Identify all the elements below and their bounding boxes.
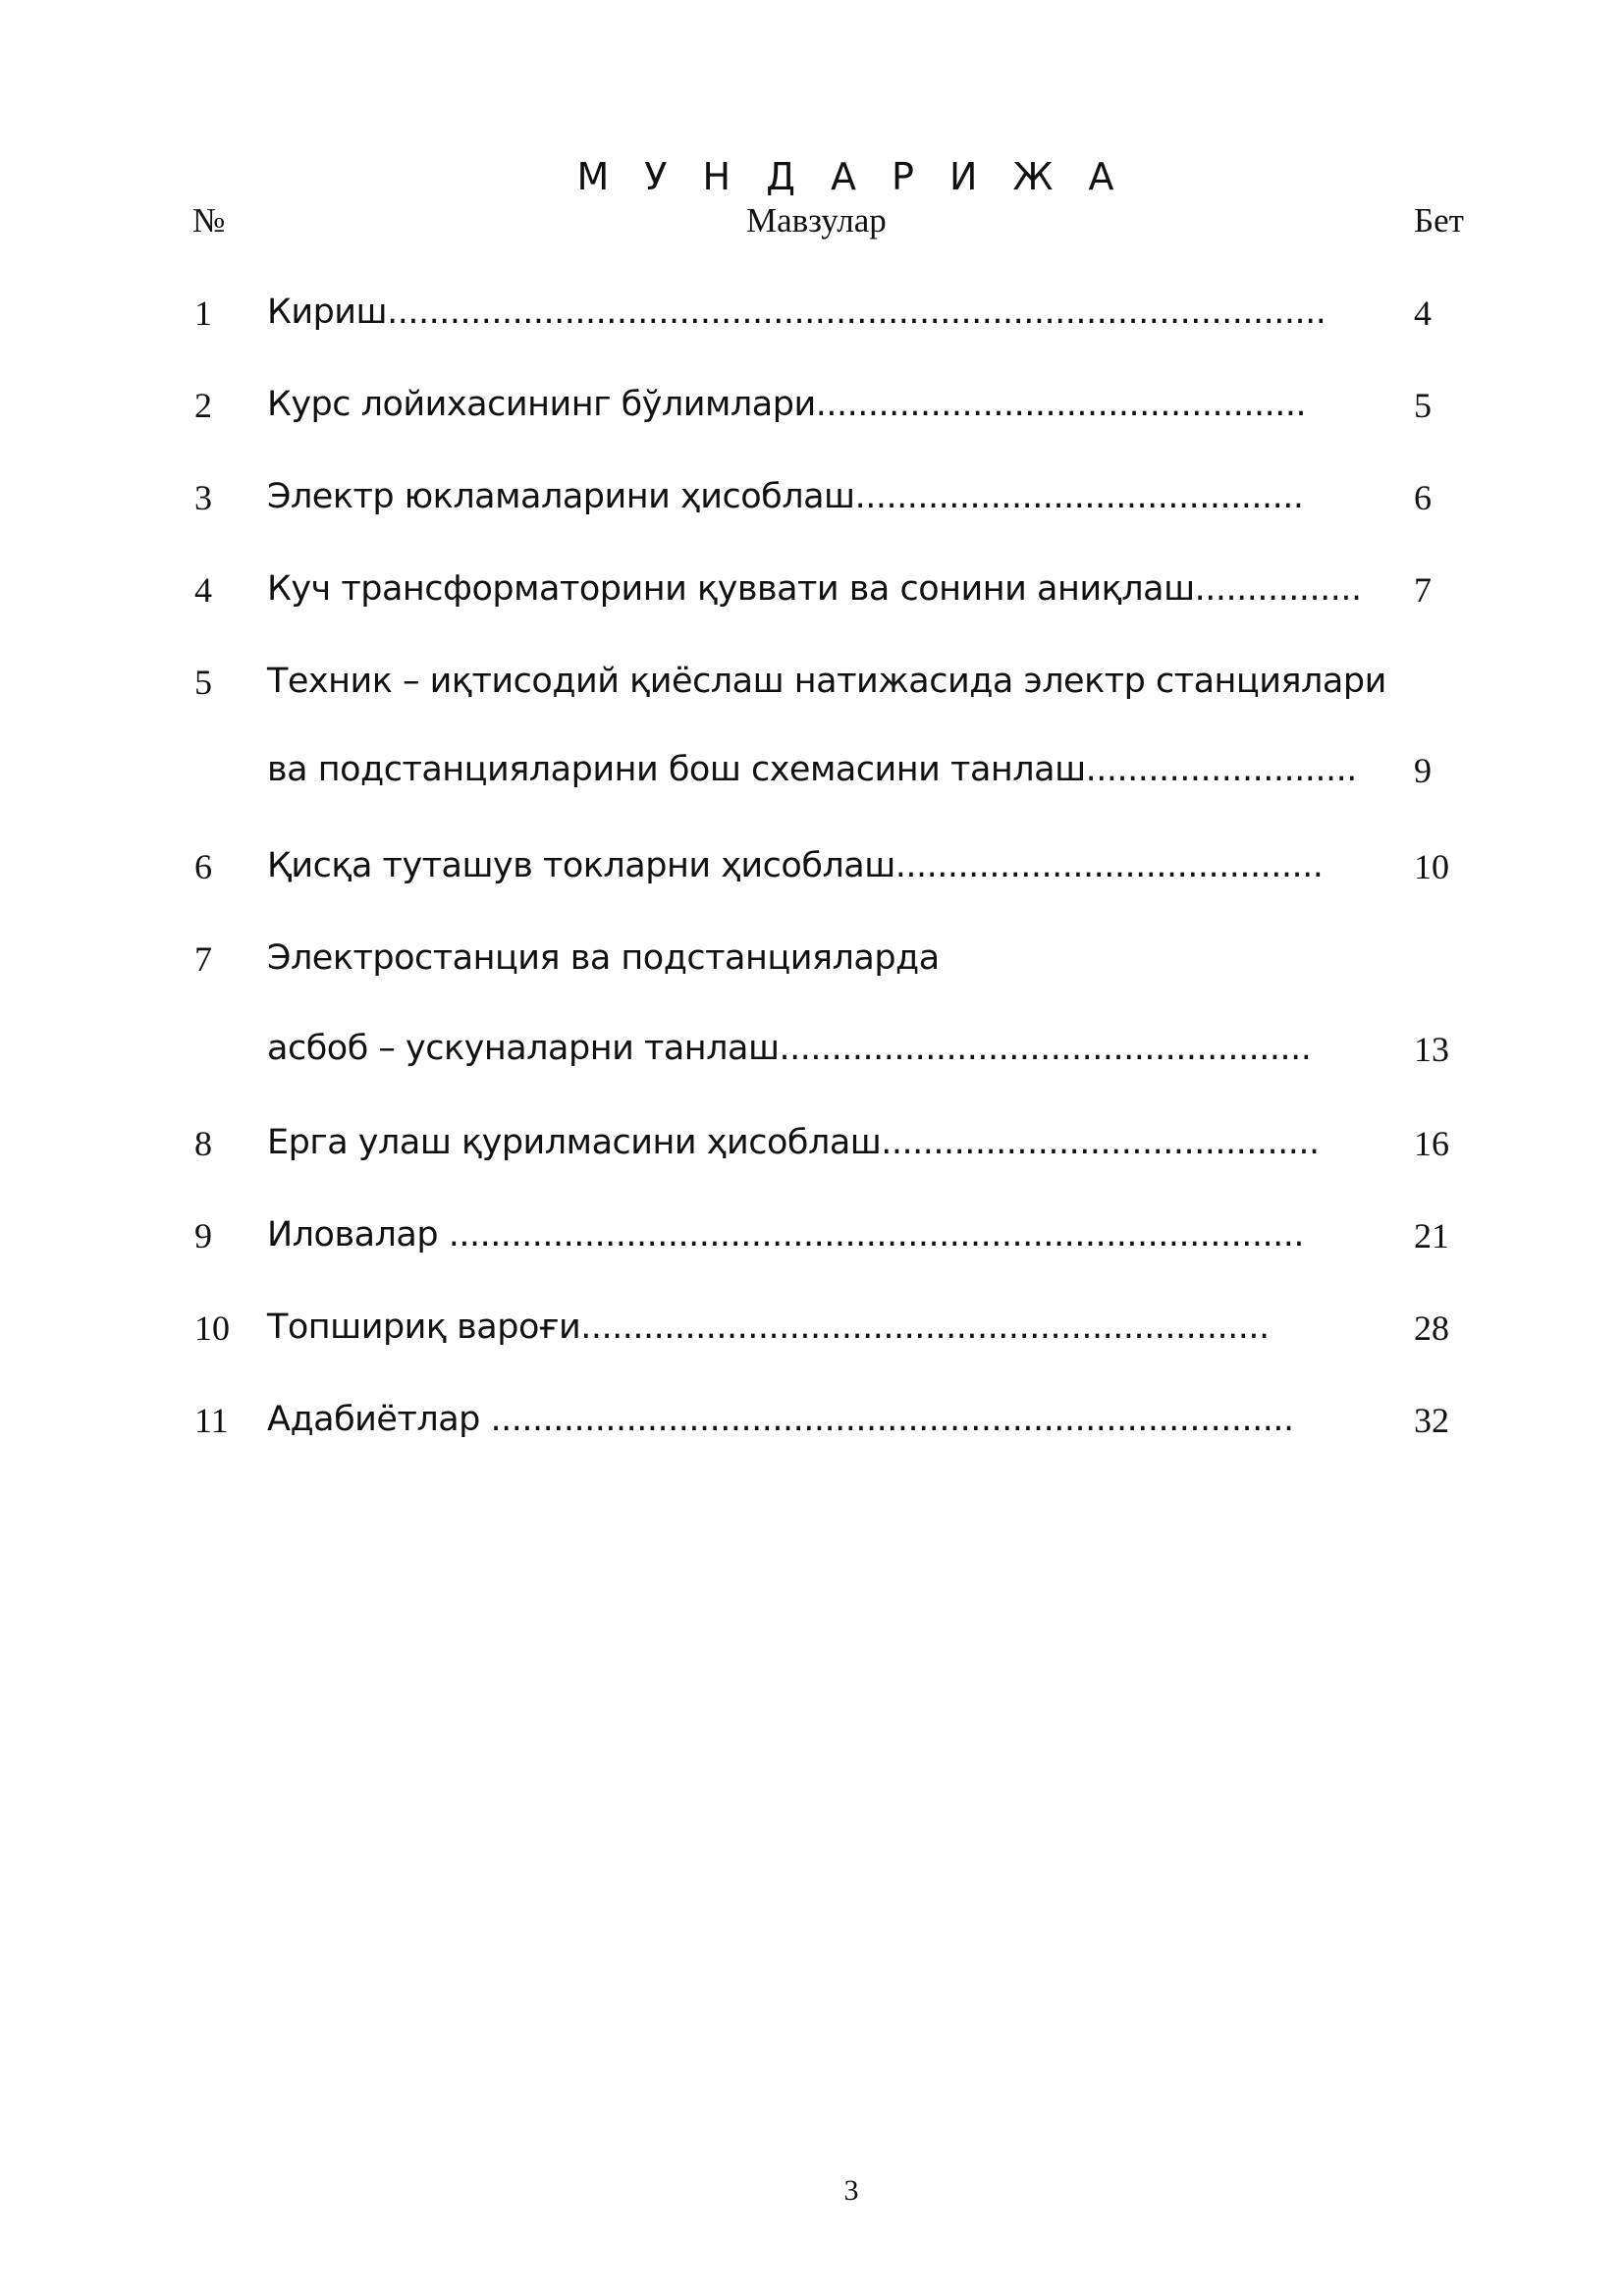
toc-entry-page: 21: [1414, 1216, 1449, 1255]
toc-entry-number: 11: [194, 1401, 229, 1440]
toc-entry-number: 4: [194, 570, 212, 610]
toc-entry-title: Куч трансформаторини қуввати ва сонини аниқлаш................: [267, 569, 1362, 609]
toc-entry-title: Қисқа туташув токларни ҳисоблаш.........................................: [267, 846, 1324, 885]
toc-entry: [0, 293, 1624, 351]
toc-entry: [0, 569, 1624, 628]
toc-entry: [0, 1308, 1624, 1366]
column-header-page: Бет: [1414, 201, 1464, 240]
toc-entry-number: 7: [194, 939, 212, 979]
toc-entry: [0, 846, 1624, 905]
toc-entry-number: 1: [194, 294, 212, 333]
toc-entry-number: 3: [194, 478, 212, 517]
toc-entry-page: 32: [1414, 1401, 1449, 1440]
toc-entry-page: 4: [1414, 294, 1432, 333]
toc-entry: [0, 1123, 1624, 1182]
toc-entry: [0, 1215, 1624, 1274]
toc-entry: [0, 385, 1624, 444]
toc-entry-number: 9: [194, 1216, 212, 1255]
toc-entry: [0, 477, 1624, 536]
toc-entry-continuation: [0, 750, 1624, 809]
column-header-topic: Мавзулар: [746, 201, 887, 240]
toc-entry: [0, 1400, 1624, 1459]
toc-entry: [0, 938, 1624, 997]
toc-entry-page: 9: [1414, 751, 1432, 790]
toc-entry-number: 5: [194, 663, 212, 702]
toc-entry-title: Топшириқ вароғи..................................................................: [267, 1308, 1270, 1347]
toc-entry-title: Электростанция ва подстанцияларда: [267, 938, 940, 978]
toc-entry-number: 2: [194, 386, 212, 425]
toc-entry-title: Техник – иқтисодий қиёслаш натижасида электр станциялари: [267, 662, 1386, 701]
toc-entry-page: 7: [1414, 570, 1432, 610]
toc-entry-number: 10: [194, 1308, 230, 1348]
toc-entry-title: Адабиётлар .............................................................................: [267, 1400, 1294, 1439]
toc-entry-title: Ерга улаш қурилмасини ҳисоблаш..........................................: [267, 1123, 1320, 1162]
toc-entry-page: 28: [1414, 1308, 1449, 1348]
toc-entry-page: 16: [1414, 1124, 1449, 1163]
toc-entry-title: ва подстанцияларини бош схемасини танлаш..........................: [267, 750, 1357, 789]
toc-entry-title: Иловалар ..................................................................................: [267, 1215, 1304, 1255]
toc-entry-continuation: [0, 1029, 1624, 1088]
toc-entry-number: 6: [194, 847, 212, 886]
toc-entry-title: асбоб – ускуналарни танлаш...................................................: [267, 1029, 1312, 1068]
toc-entry: [0, 662, 1624, 721]
toc-entry-title: Кириш..........................................................................................: [267, 293, 1326, 332]
toc-entry-title: Электр юкламаларини ҳисоблаш...........................................: [267, 477, 1304, 516]
toc-entry-number: 8: [194, 1124, 212, 1163]
page-title: М У Н Д А Р И Ж А: [576, 155, 1126, 198]
toc-entry-page: 6: [1414, 478, 1432, 517]
column-header-number: №: [192, 201, 226, 240]
toc-entry-title: Курс лойихасининг бўлимлари...............................................: [267, 385, 1307, 424]
toc-entry-page: 13: [1414, 1030, 1449, 1069]
toc-entry-page: 10: [1414, 847, 1449, 886]
page-number: 3: [843, 2174, 859, 2207]
toc-entry-page: 5: [1414, 386, 1432, 425]
